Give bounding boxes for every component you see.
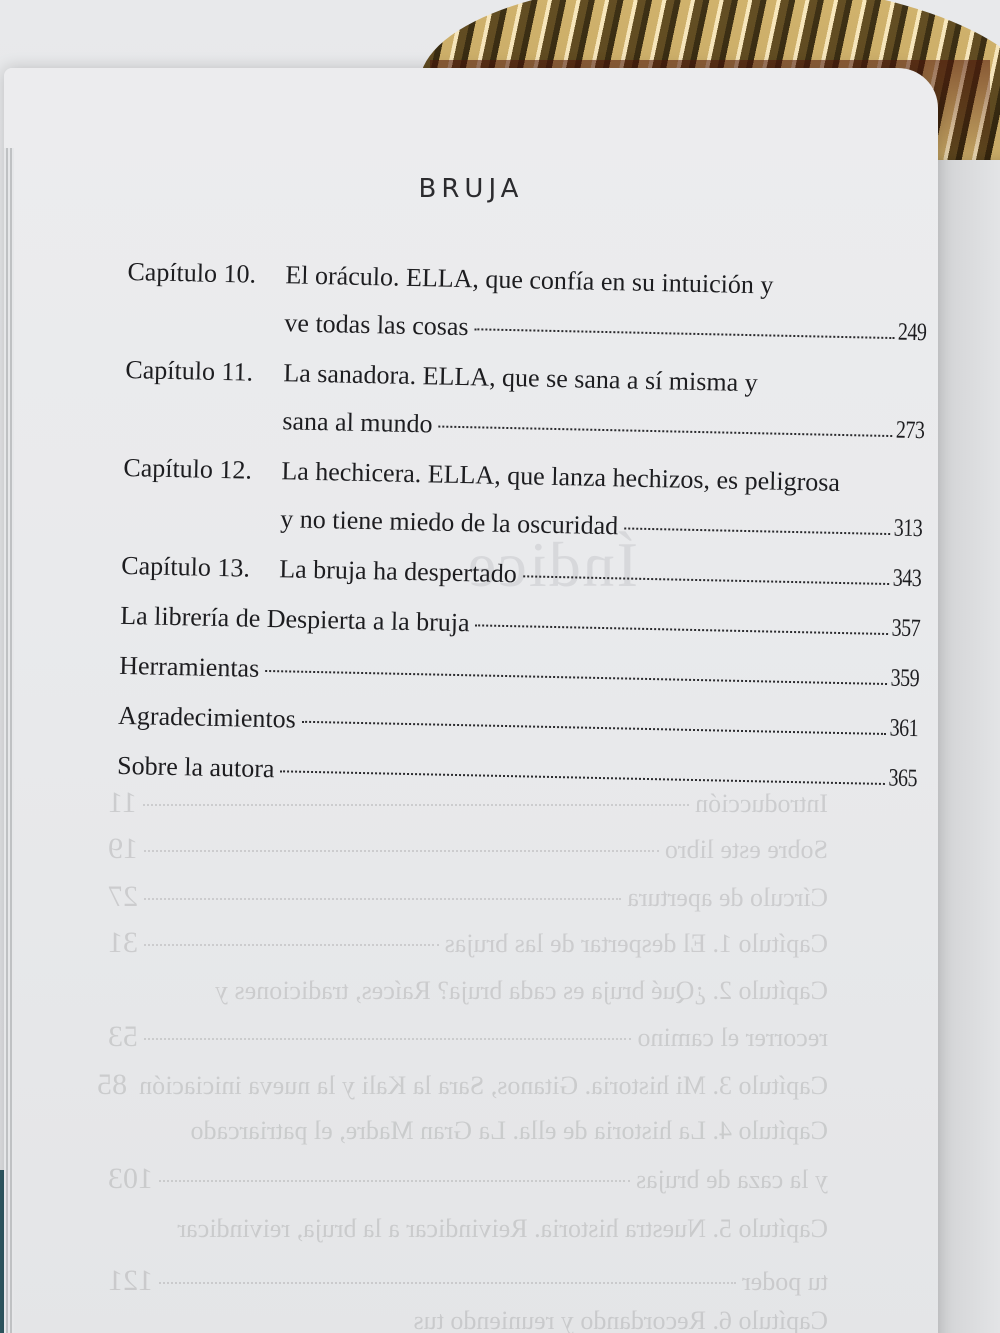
chapter-title xyxy=(284,251,928,362)
bleed-dot-leader xyxy=(143,803,689,806)
bleed-row xyxy=(108,1162,828,1196)
page-number: 313 xyxy=(893,514,923,543)
dot-leader xyxy=(624,526,890,535)
chapter-list xyxy=(121,248,928,609)
chapter-number: Capítulo 13. xyxy=(121,550,251,583)
chapter-number: Capítulo 10. xyxy=(127,256,257,289)
bleed-page-number: 19 xyxy=(108,832,138,865)
bleed-page-number: 53 xyxy=(108,1020,138,1053)
page-number: 357 xyxy=(891,614,921,643)
dot-leader xyxy=(474,327,893,339)
chapter-number: Capítulo 12. xyxy=(123,452,253,485)
bleed-label: Sobre este libro xyxy=(664,835,828,864)
next-page-edge xyxy=(930,160,1000,1333)
book-page xyxy=(4,68,938,1333)
bleed-row xyxy=(108,976,828,1006)
dot-leader xyxy=(523,574,889,585)
bleed-row xyxy=(97,1068,828,1102)
bleed-label: Introducción xyxy=(695,789,828,818)
bleed-dot-leader xyxy=(144,1037,631,1040)
page-number: 361 xyxy=(889,714,919,743)
chapter-title-text: La bruja ha despertado xyxy=(279,554,518,589)
toc-entry xyxy=(124,346,926,461)
bleed-dot-leader xyxy=(159,1179,630,1182)
bleed-row xyxy=(108,1306,828,1333)
bleed-row xyxy=(108,880,828,914)
chapter-title-text: ve todas las cosas xyxy=(284,308,469,342)
toc-entry-row xyxy=(122,444,924,559)
page-number: 343 xyxy=(892,564,922,593)
dot-leader xyxy=(265,669,886,685)
toc-entry xyxy=(122,444,924,559)
chapter-title-text: El oráculo. ELLA, que confía en su intuición y xyxy=(285,260,774,300)
chapter-title xyxy=(282,349,926,460)
bleed-row xyxy=(108,1020,828,1054)
toc-entry-row xyxy=(126,248,928,363)
dot-leader xyxy=(438,425,891,437)
page-number: 359 xyxy=(890,664,920,693)
bleed-row xyxy=(108,1214,828,1244)
bleed-dot-leader xyxy=(144,849,659,852)
chapter-title-text: sana al mundo xyxy=(282,406,433,439)
bleed-page-number: 121 xyxy=(108,1264,153,1297)
bleed-label: Círculo de apertura xyxy=(627,883,828,912)
toc-entry-label: Sobre la autora xyxy=(116,750,275,784)
back-matter-list xyxy=(117,592,921,809)
bleed-label: Capítulo 4. La historia de ella. La Gran Madre, el patriarcado xyxy=(190,1116,828,1145)
bleed-row xyxy=(108,1116,828,1146)
dot-leader xyxy=(280,769,884,785)
bleed-label: Capítulo 3. Mi historia. Gitanos, Sara la Kali y la nueva iniciación xyxy=(139,1071,828,1100)
chapter-title xyxy=(280,447,924,558)
bleed-label: y la caza de brujas xyxy=(635,1165,828,1194)
dot-leader xyxy=(476,623,888,635)
chapter-number: Capítulo 11. xyxy=(125,354,254,387)
dot-leader xyxy=(302,720,886,735)
page-number: 249 xyxy=(897,318,927,347)
bleed-dot-leader xyxy=(144,897,621,900)
bleed-label: Capítulo 2. ¿Qué bruja es cada bruja? Raíces, tradiciones y xyxy=(215,976,828,1005)
bleed-dot-leader xyxy=(144,943,439,946)
table-of-contents xyxy=(117,248,928,809)
bleed-row xyxy=(108,926,828,960)
running-header: BRUJA xyxy=(418,174,524,204)
bleed-page-number: 27 xyxy=(108,880,138,913)
toc-entry-label: Herramientas xyxy=(118,650,260,683)
bleed-label: Capítulo 5. Nuestra historia. Reivindicar a la bruja, reivindicar xyxy=(177,1214,828,1243)
chapter-title-text: y no tiene miedo de la oscuridad xyxy=(280,504,619,541)
page-number: 365 xyxy=(888,764,918,793)
toc-entry-label: Agradecimientos xyxy=(117,700,297,734)
bleed-page-number: 103 xyxy=(108,1162,153,1195)
bleed-label: Capítulo 1. El despertar de las brujas xyxy=(444,929,828,958)
bleed-label: tu poder xyxy=(742,1267,828,1296)
page-number: 273 xyxy=(895,416,925,445)
bleed-row xyxy=(108,1264,828,1298)
toc-entry xyxy=(126,248,928,363)
chapter-title-text: La hechicera. ELLA, que lanza hechizos, es peligrosa xyxy=(281,456,841,497)
bleed-page-number: 85 xyxy=(97,1068,128,1101)
bleed-page-number: 11 xyxy=(108,786,137,819)
toc-entry-row xyxy=(124,346,926,461)
bleed-page-number: 31 xyxy=(108,926,138,959)
bleed-label: recorrer el camino xyxy=(637,1023,828,1052)
toc-entry-label: La librería de Despierta a la bruja xyxy=(119,600,470,638)
chapter-title-text: La sanadora. ELLA, que se sana a sí misma y xyxy=(283,358,758,398)
bleed-title: Índice xyxy=(466,529,638,600)
bleed-dot-leader xyxy=(159,1281,736,1284)
bleed-label: Capítulo 6. Recordando y reuniendo tus xyxy=(413,1306,828,1333)
bleed-row xyxy=(108,832,828,866)
page-stack-edges xyxy=(4,148,14,1333)
